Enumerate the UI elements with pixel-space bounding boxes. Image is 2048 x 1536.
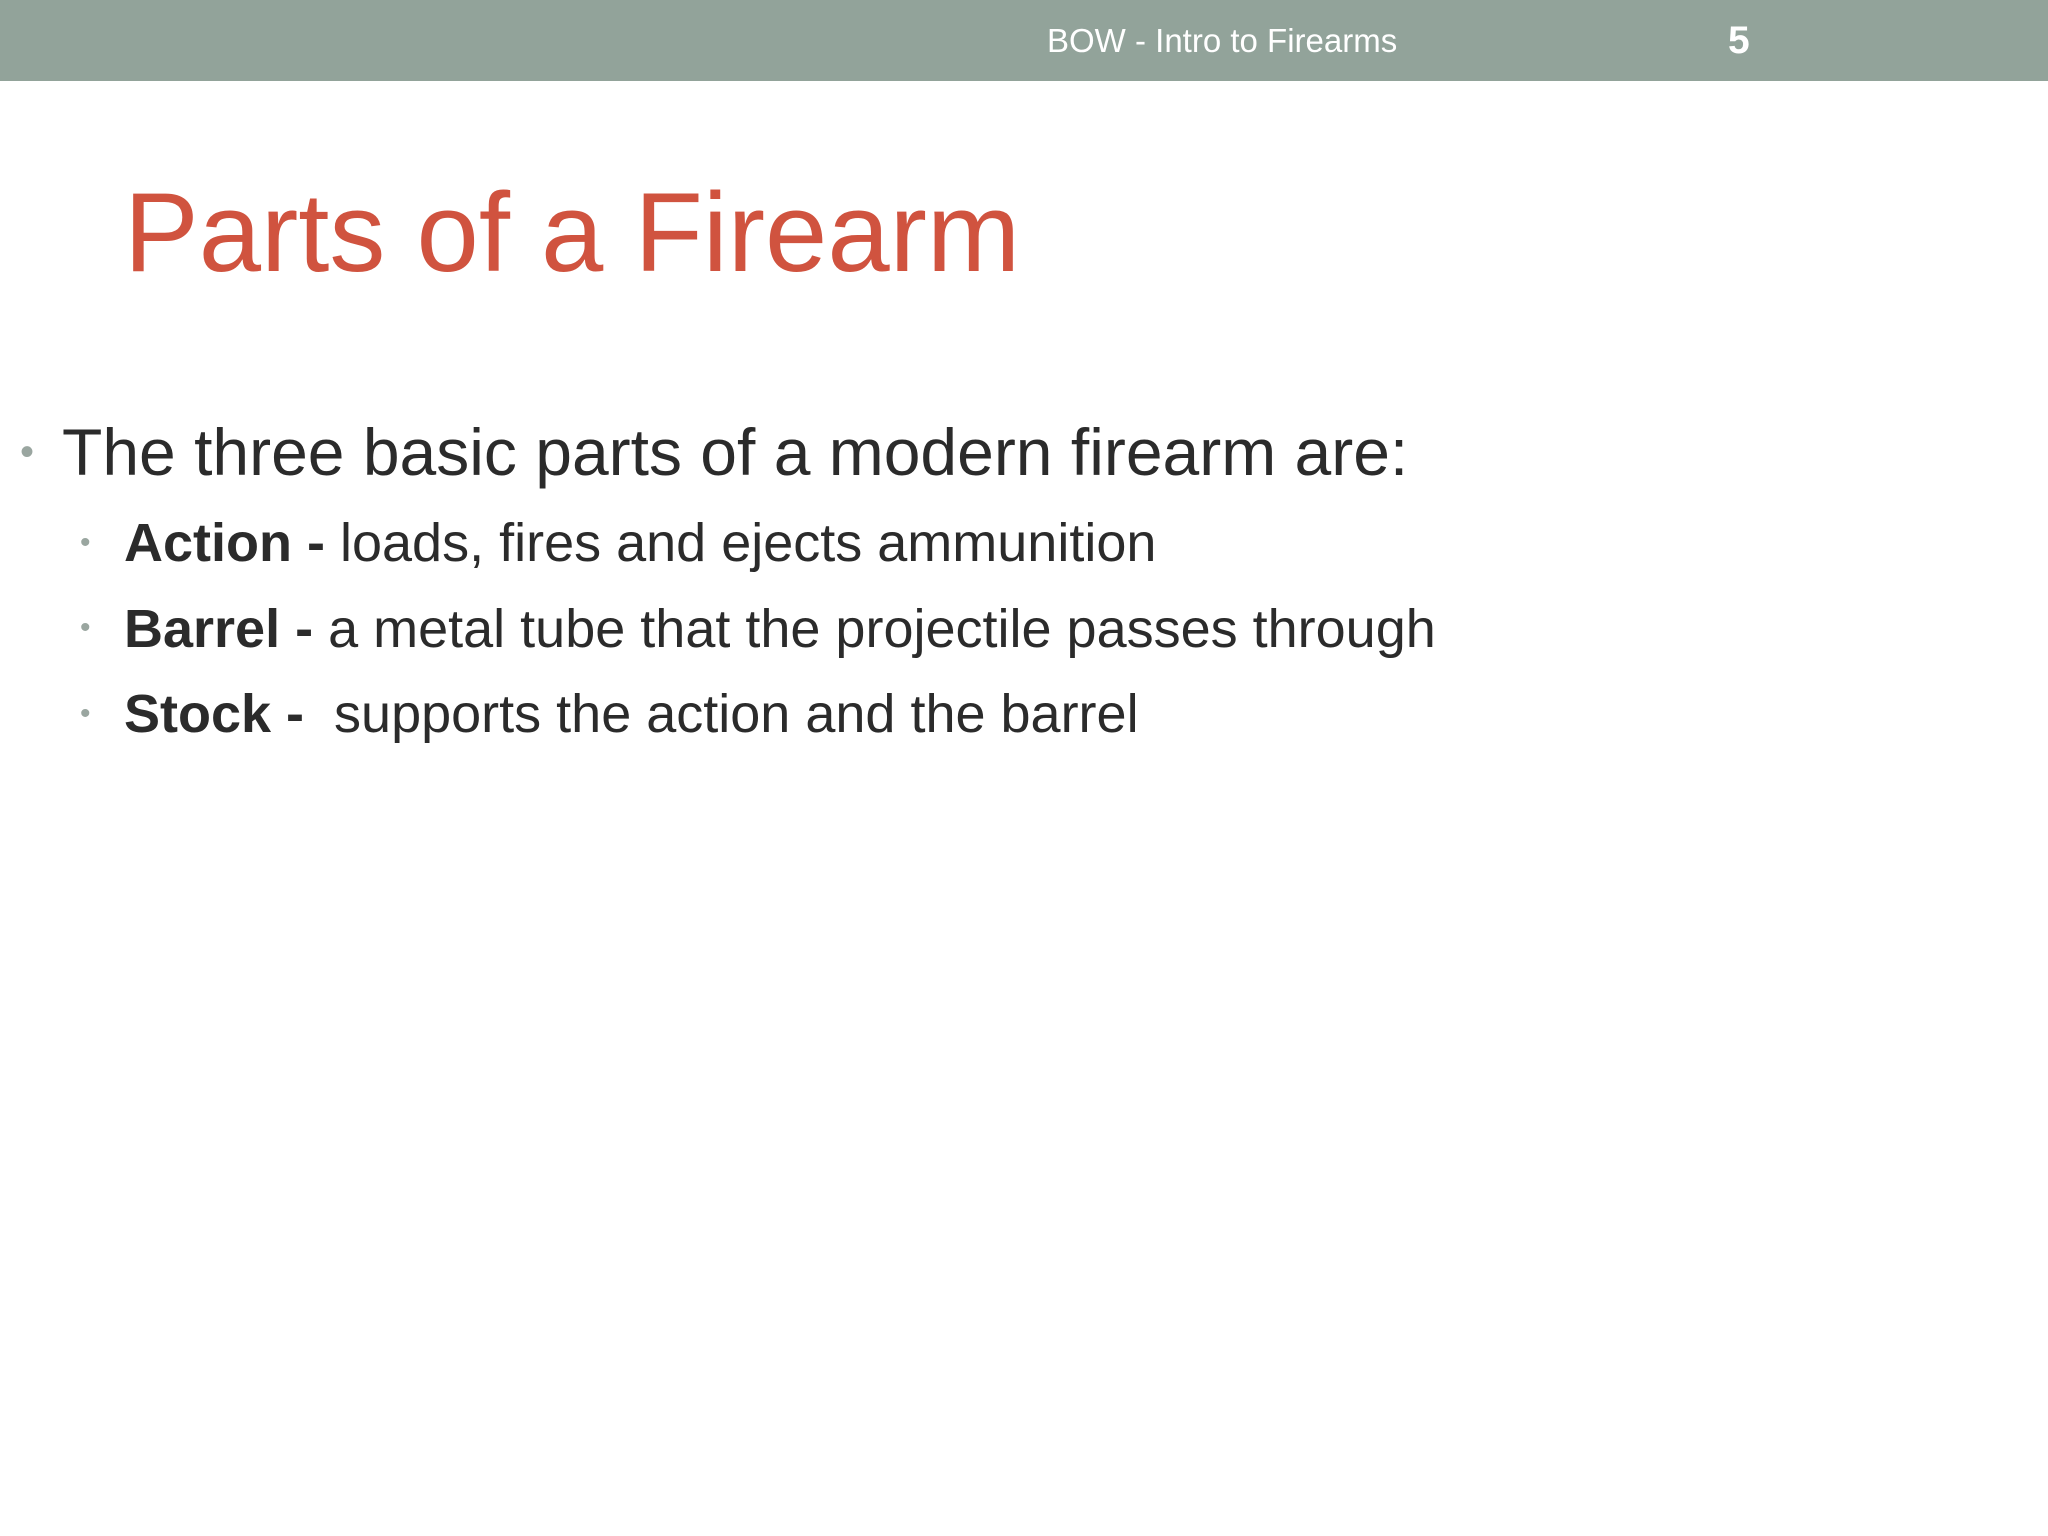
term-description: a metal tube that the projectile passes through	[313, 598, 1436, 659]
slide-title: Parts of a Firearm	[124, 170, 1021, 295]
term-label: Barrel -	[124, 598, 314, 659]
presentation-title: BOW - Intro to Firearms	[1047, 22, 1398, 59]
sub-bullet-stock	[80, 673, 1436, 759]
bullet-icon: •	[80, 525, 91, 559]
sub-bullet-list	[80, 502, 1436, 759]
main-bullet-text: The three basic parts of a modern firearm are:	[62, 415, 1409, 489]
term-label: Stock -	[124, 684, 305, 745]
sub-bullet-barrel	[80, 588, 1436, 674]
term-label: Action -	[124, 513, 325, 573]
bullet-icon: •	[80, 697, 91, 731]
sub-bullet-action	[80, 502, 1436, 588]
bullet-icon: •	[80, 611, 91, 645]
header-bar	[0, 0, 2048, 81]
bullet-icon: •	[20, 429, 35, 474]
term-description: supports the action and the barrel	[304, 684, 1139, 745]
slide-number: 5	[1728, 19, 1750, 62]
main-bullet	[20, 412, 1408, 498]
term-description: loads, fires and ejects ammunition	[324, 513, 1157, 573]
